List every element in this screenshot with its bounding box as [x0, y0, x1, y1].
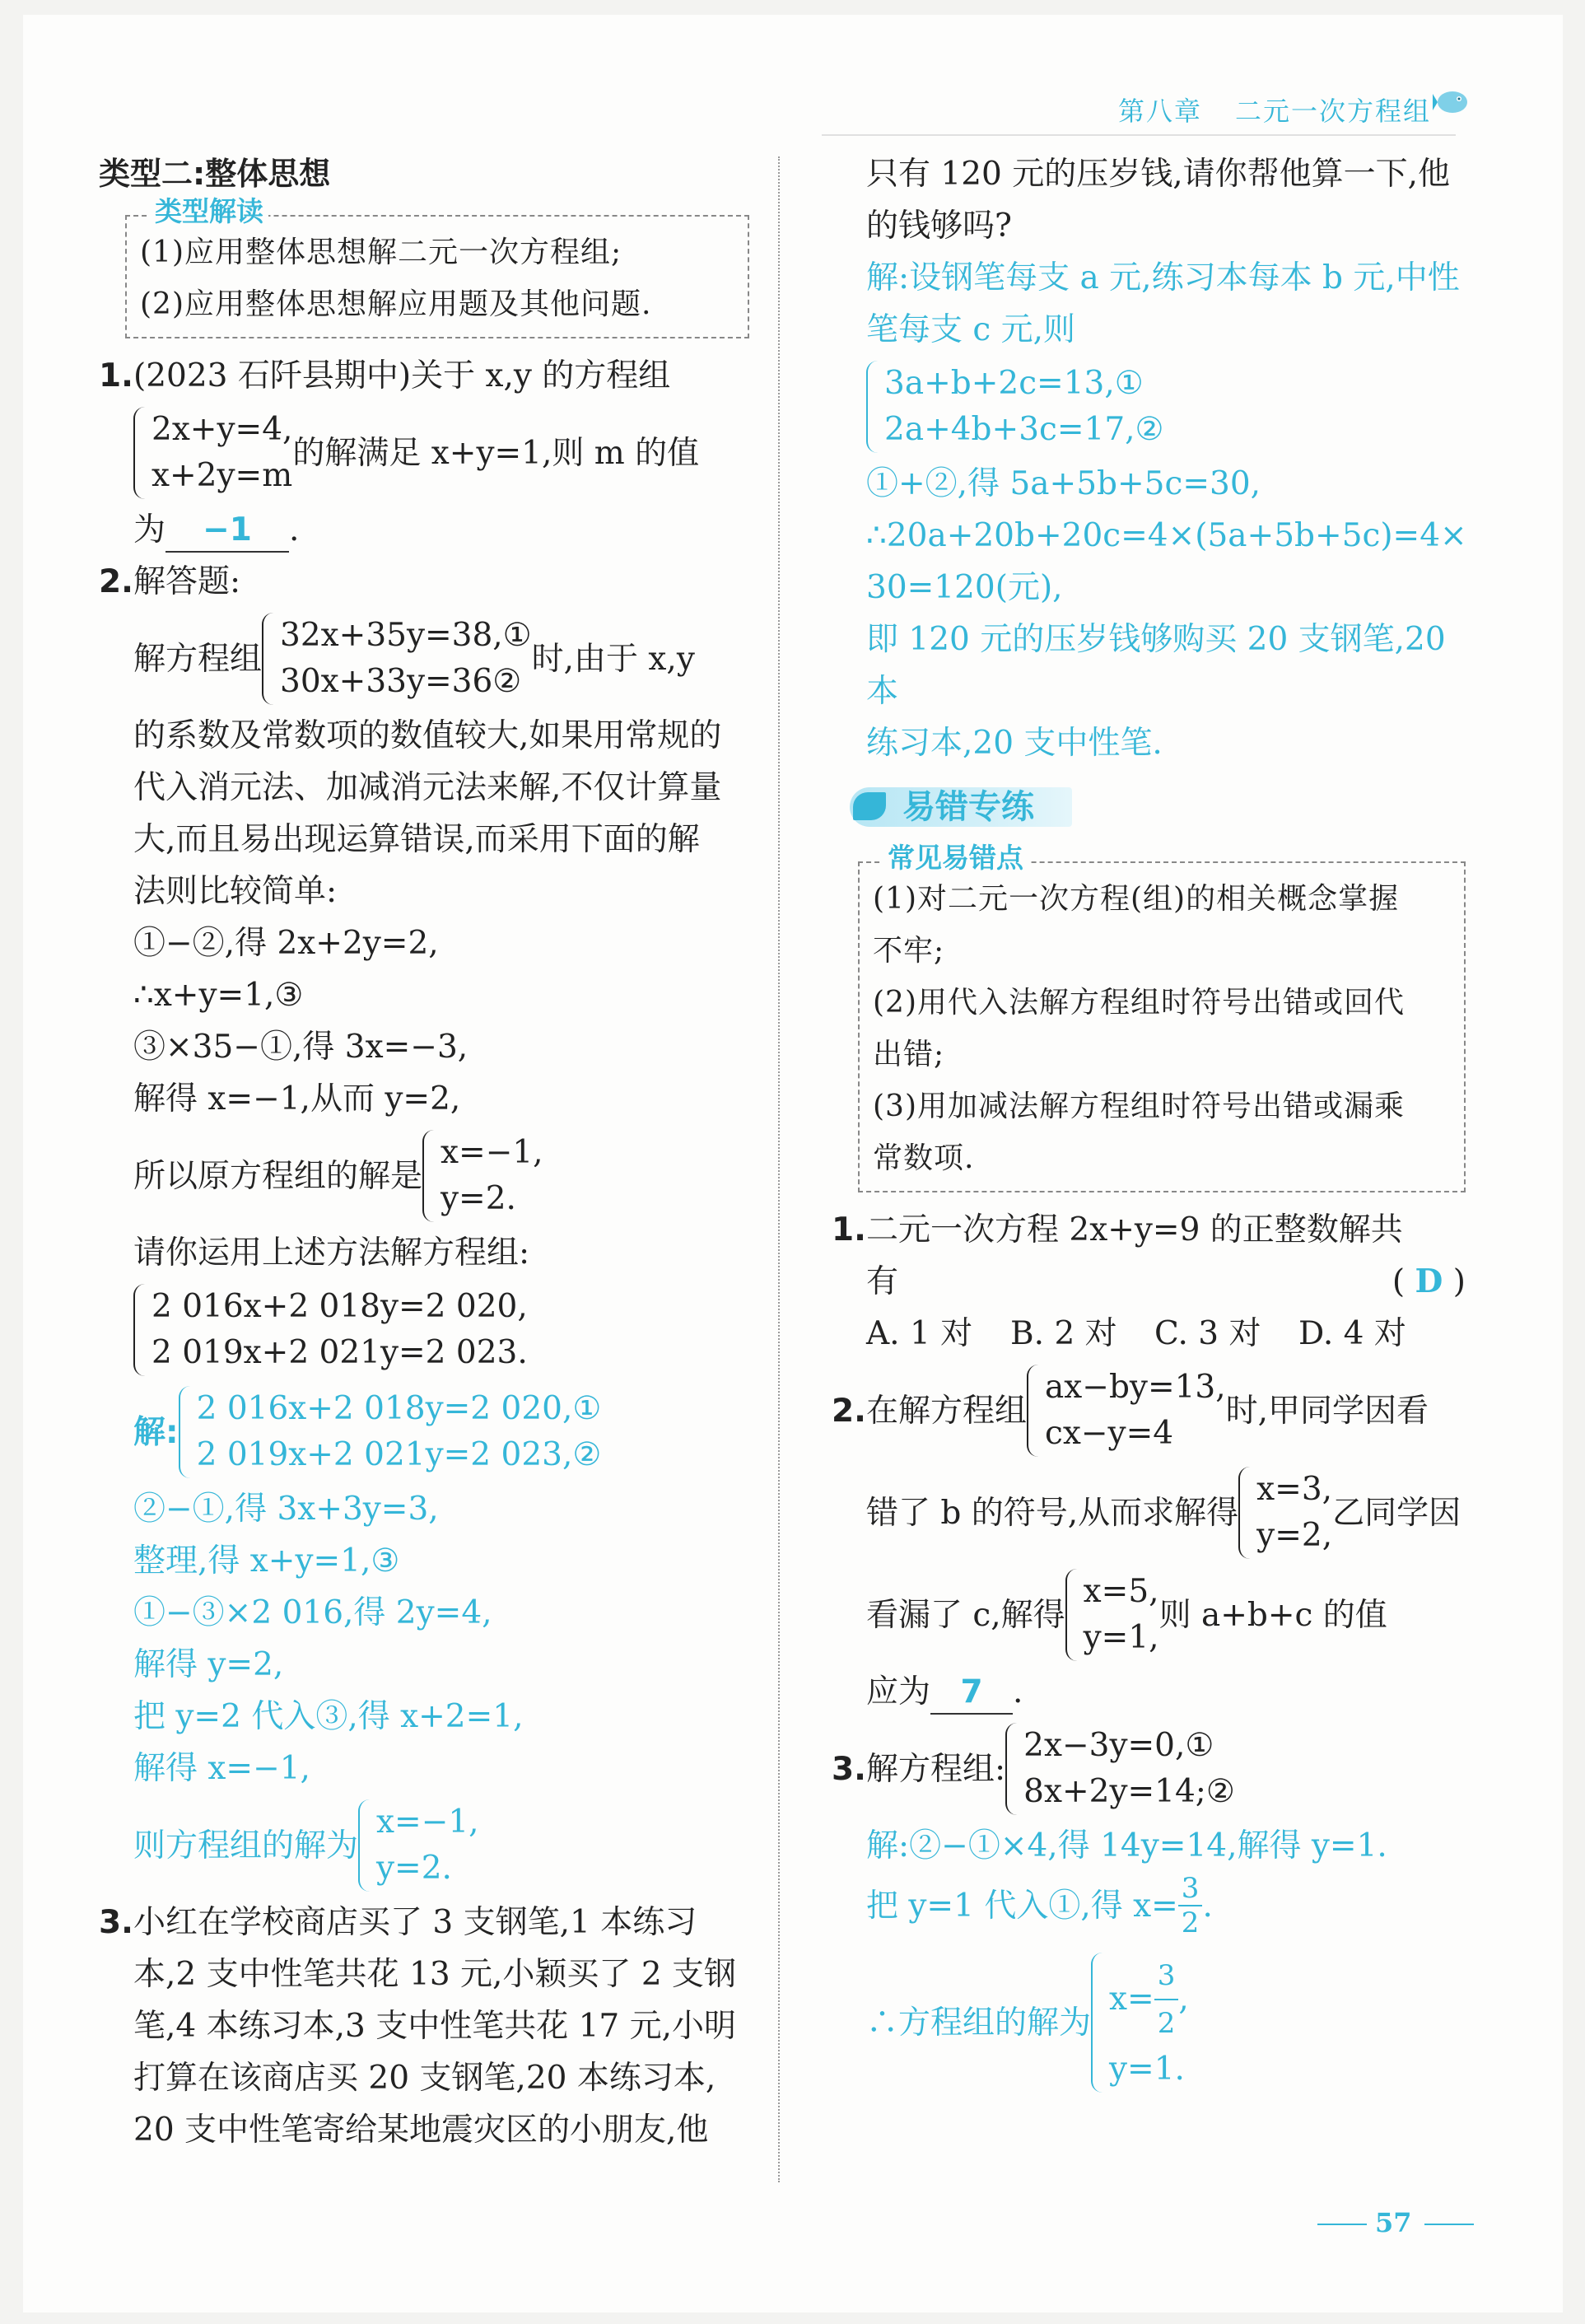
question-text: 为 [133, 511, 166, 548]
question-text: 错了 b 的符号,从而求解得 [866, 1494, 1239, 1532]
question-number: 2. [832, 1392, 866, 1430]
period: . [1013, 1673, 1023, 1710]
question-1 [99, 350, 749, 556]
solution-system [1065, 1569, 1159, 1661]
answer-step: 解:设钢笔每支 a 元,练习本每本 b 元,中性 [866, 259, 1460, 296]
question-text: 时,甲同学因看 [1225, 1392, 1429, 1430]
question-number: 1. [99, 357, 133, 394]
solution-system [358, 1799, 479, 1892]
equation: x=−1, [376, 1804, 479, 1841]
box-title: 常见易错点 [883, 840, 1028, 876]
equation-system [133, 1284, 528, 1376]
paragraph-line: 的系数及常数项的数值较大,如果用常规的 [133, 717, 722, 754]
answer-step: 整理,得 x+y=1,③ [133, 1542, 400, 1580]
equation: x=5, [1083, 1573, 1159, 1610]
answer-step: 则方程组的解为 [133, 1827, 359, 1864]
paragraph-line: 代入消元法、加减消元法来解,不仅计算量 [133, 769, 722, 806]
option-d[interactable]: D. 4 对 [1298, 1315, 1406, 1352]
equation: 3a+b+2c=13,① [884, 365, 1144, 402]
equation: x=−1, [441, 1134, 543, 1171]
equation: 8x+2y=14;② [1023, 1773, 1235, 1810]
answer-block [866, 1820, 1466, 2098]
comma: , [1178, 1981, 1189, 2018]
box-item: 出错; [873, 1038, 945, 1071]
step-line: 解得 x=−1,从而 y=2, [133, 1080, 461, 1118]
column-divider [778, 156, 780, 2182]
question-text: 的钱够吗? [866, 208, 1012, 245]
question-text: 二元一次方程 2x+y=9 的正整数解共 [866, 1211, 1403, 1248]
answer-block [133, 1381, 749, 1897]
box-item: (1)应用整体思想解二元一次方程组; [140, 236, 622, 269]
equation: 32x+35y=38,① [280, 617, 532, 654]
answer-step: 解得 x=−1, [133, 1750, 310, 1787]
equation: cx−y=4 [1045, 1415, 1174, 1452]
question-number: 1. [832, 1211, 866, 1248]
box-item: (3)用加减法解方程组时符号出错或漏乘 [873, 1090, 1405, 1123]
question-text: 则 a+b+c 的值 [1158, 1596, 1387, 1634]
question-number: 2. [99, 563, 133, 600]
chapter-label: 第八章 [1117, 96, 1202, 127]
question-3 [99, 1897, 749, 2156]
answer-step: ①+②,得 5a+5b+5c=30, [866, 465, 1261, 502]
answer-step: ②−①,得 3x+3y=3, [133, 1491, 439, 1528]
running-header [1118, 91, 1431, 128]
box-item: (1)对二元一次方程(组)的相关概念掌握 [873, 882, 1400, 916]
equation-system [1005, 1723, 1235, 1815]
question-text: 有 [866, 1263, 899, 1300]
section-title: 类型二:整体思想 [99, 156, 331, 192]
question-text: 时,由于 x,y [531, 640, 695, 678]
equation: 2 019x+2 021y=2 023. [152, 1334, 528, 1371]
section-badge [858, 781, 1034, 838]
question-text: 看漏了 c,解得 [866, 1596, 1065, 1634]
step-line: ③×35−①,得 3x=−3, [133, 1029, 469, 1066]
equation: 2x+y=4, [152, 411, 293, 448]
page-number-rule [1424, 2224, 1474, 2225]
equation: ax−by=13, [1045, 1369, 1226, 1406]
question-2 [99, 556, 749, 1897]
equation-system [1027, 1365, 1226, 1457]
answer-step: 把 y=1 代入①,得 x= [866, 1887, 1178, 1925]
options [866, 1308, 1466, 1360]
option-c[interactable]: C. 3 对 [1154, 1315, 1261, 1352]
denominator: 2 [1157, 2007, 1176, 2040]
equation: x+2y=m [152, 457, 293, 494]
step-line: ①−②,得 2x+2y=2, [133, 925, 439, 962]
common-errors-box [858, 842, 1466, 1192]
numerator: 3 [1154, 1953, 1179, 2000]
equation: y=1. [1109, 2051, 1185, 2088]
equation-system [133, 407, 292, 499]
question-text: 打算在该商店买 20 支钢笔,20 本练习本, [133, 2060, 716, 2097]
answer-step: 把 y=2 代入③,得 x+2=1, [133, 1698, 524, 1735]
question-text: 解方程组: [866, 1750, 1006, 1788]
equation-system [179, 1386, 602, 1478]
answer-step: ①−③×2 016,得 2y=4, [133, 1594, 492, 1631]
question-text: 在解方程组 [866, 1392, 1028, 1430]
answer-step: 笔每支 c 元,则 [866, 311, 1076, 348]
box-item: 常数项. [873, 1141, 975, 1175]
answer-step: 练习本,20 支中性笔. [866, 725, 1163, 762]
chapter-title: 二元一次方程组 [1234, 96, 1431, 127]
page-number: 57 [1375, 2207, 1412, 2238]
answer-step: 30=120(元), [866, 569, 1063, 606]
question-text: 笔,4 本练习本,3 支中性笔共花 17 元,小明 [133, 2008, 737, 2045]
question-text: 解方程组 [133, 640, 263, 678]
box-item: 不牢; [873, 934, 945, 968]
question-number: 3. [99, 1904, 133, 1941]
question-text: 请你运用上述方法解方程组: [133, 1234, 530, 1272]
numerator: 3 [1178, 1872, 1203, 1906]
error-question-2 [832, 1360, 1466, 1718]
equation: x=3, [1256, 1471, 1333, 1508]
answer-step: ∴方程组的解为 [866, 2004, 1092, 2042]
equation: y=2, [1256, 1517, 1333, 1554]
question-text: 乙同学因 [1332, 1494, 1461, 1532]
page-number-rule [1317, 2224, 1367, 2225]
equation: 2 019x+2 021y=2 023,② [196, 1436, 602, 1473]
equation: y=1, [1083, 1619, 1159, 1656]
question-number: 3. [832, 1750, 866, 1788]
answer-label: 解: [133, 1413, 179, 1451]
equation: 2x−3y=0,① [1023, 1727, 1214, 1764]
question-text: 小红在学校商店买了 3 支钢笔,1 本练习 [133, 1904, 697, 1941]
box-title: 类型解读 [150, 194, 268, 230]
box-item: (2)应用整体思想解应用题及其他问题. [140, 287, 652, 321]
header-rule [822, 134, 1456, 136]
answer-blank[interactable]: −1 [165, 510, 289, 553]
paragraph-line: 大,而且易出现运算错误,而采用下面的解 [133, 821, 700, 858]
equation: y=2. [441, 1180, 516, 1217]
equation-system [262, 613, 532, 705]
equation-system [866, 361, 1164, 453]
equation: y=2. [376, 1850, 452, 1887]
fraction [1178, 1872, 1203, 1939]
question-text: 解答题: [133, 563, 241, 600]
answer-step: 解得 y=2, [133, 1646, 284, 1683]
error-question-1 [832, 1204, 1466, 1360]
question-text: (2023 石阡县期中)关于 x,y 的方程组 [133, 357, 671, 394]
question-text: 只有 120 元的压岁钱,请你帮他算一下,他 [866, 156, 1451, 193]
left-column [99, 148, 749, 2156]
question-text: 本,2 支中性笔共花 13 元,小颖买了 2 支钢 [133, 1956, 737, 1993]
question-text: 20 支中性笔寄给某地震灾区的小朋友,他 [133, 2112, 709, 2149]
box-item: (2)用代入法解方程组时符号出错或回代 [873, 986, 1405, 1020]
period: . [1202, 1887, 1213, 1925]
answer-step: 解:②−①×4,得 14y=14,解得 y=1. [866, 1827, 1387, 1864]
question-text: 的解满足 x+y=1,则 m 的值 [292, 434, 700, 472]
answer-step: ∴20a+20b+20c=4×(5a+5b+5c)=4× [866, 517, 1467, 554]
question-text: 所以原方程组的解是 [133, 1157, 423, 1195]
error-question-3 [832, 1718, 1466, 2098]
equation: x= [1109, 1981, 1154, 2018]
answer-blank[interactable]: 7 [930, 1672, 1013, 1715]
denominator: 2 [1181, 1906, 1200, 1939]
equation: 2 016x+2 018y=2 020,① [196, 1390, 602, 1427]
answer-block [866, 252, 1466, 769]
right-column [832, 148, 1466, 2098]
solution-system [422, 1130, 543, 1222]
equation: 30x+33y=36② [280, 663, 522, 700]
equation: 2a+4b+3c=17,② [884, 411, 1164, 448]
fraction [1154, 1953, 1179, 2046]
answer-bracket[interactable]: ( D ) [1392, 1262, 1466, 1300]
question-text: 应为 [866, 1673, 931, 1710]
period: . [289, 511, 300, 548]
solution-system [1238, 1467, 1332, 1559]
answer-step: 即 120 元的压岁钱够购买 20 支钢笔,20 本 [866, 621, 1446, 710]
option-a[interactable]: A. 1 对 [866, 1315, 973, 1352]
type-explanation-box [125, 195, 749, 338]
badge-label: 易错专练 [902, 788, 1034, 826]
question-3-continued [832, 148, 1466, 769]
step-line: ∴x+y=1,③ [133, 977, 304, 1014]
equation: 2 016x+2 018y=2 020, [152, 1288, 528, 1325]
solution-system [1091, 1953, 1189, 2093]
answer-choice: D [1415, 1262, 1443, 1300]
paragraph-line: 法则比较简单: [133, 873, 338, 910]
option-b[interactable]: B. 2 对 [1010, 1315, 1117, 1352]
fish-icon [1433, 82, 1472, 122]
